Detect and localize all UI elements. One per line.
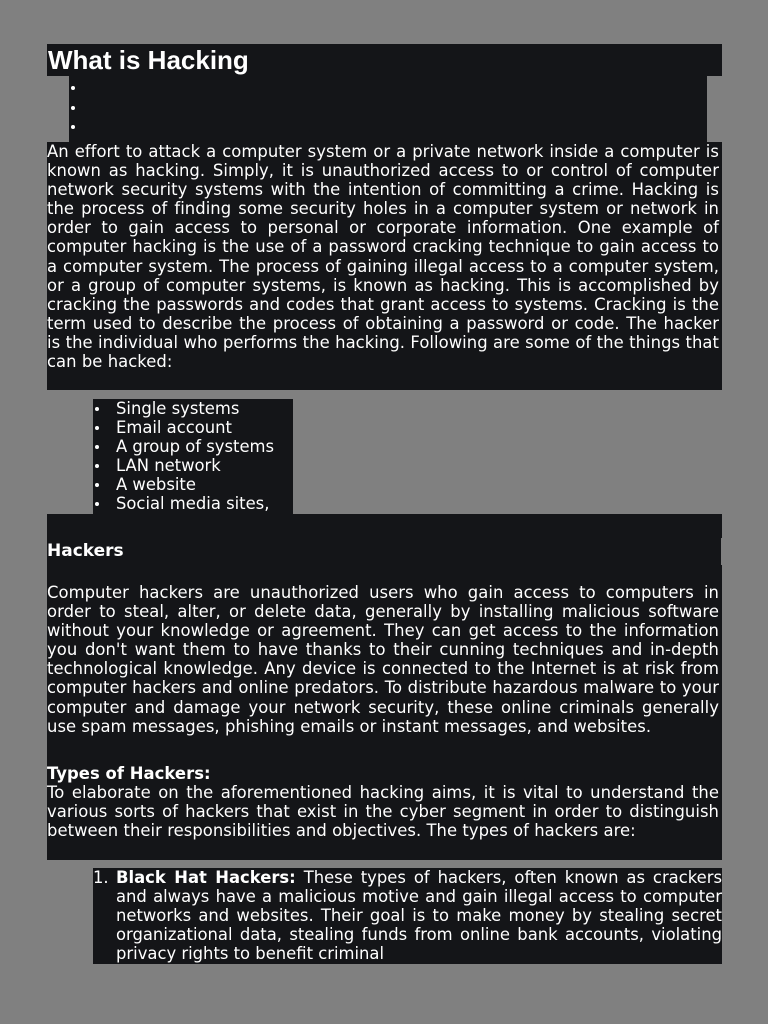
hackers-heading: Hackers — [47, 538, 721, 565]
types-heading: Types of Hackers: — [47, 764, 211, 783]
type-description: These types of hackers, often known as crackers and always have a malicious motive and gain illegal access to computer networks and websites. Their goal is to make money by stealing secret organizational data, stealing funds from online bank accounts, violating privacy rights to benefit criminal — [116, 868, 722, 964]
list-item — [93, 868, 722, 963]
list-item: LAN network — [93, 456, 293, 475]
type-name: Black Hat Hackers: — [116, 868, 296, 887]
list-item: A website — [93, 475, 293, 494]
bullet — [71, 86, 75, 90]
page-title: What is Hacking — [47, 44, 722, 76]
hackers-paragraph: Computer hackers are unauthorized users who gain access to computers in order to steal, alter, or delete data, generally by installing malicious software without your knowledge or agreement. They can get access to the information you don't want them to have thanks to their cunning techniques and in-depth technological knowledge. Any device is connected to the Internet is at risk from computer hackers and online predators. To distribute hazardous malware to your computer and damage your network security, these online criminals generally use spam messages, phishing emails or instant messages, and websites. — [47, 583, 719, 736]
list-item: Email account — [93, 418, 293, 437]
list-item: A group of systems — [93, 437, 293, 456]
bullet — [71, 106, 75, 110]
hackable-list — [93, 399, 293, 514]
section-gap — [47, 514, 722, 538]
intro-paragraph: An effort to attack a computer system or a private network inside a computer is known as hacking. Simply, it is unauthorized access to or control of computer network security systems with the intention of committing a crime. Hacking is the process of finding some security holes in a computer system or network in order to gain access to personal or corporate information. One example of computer hacking is the use of a password cracking technique to gain access to a computer system. The process of gaining illegal access to a computer system, or a group of computer systems, is known as hacking. This is accomplished by cracking the passwords and codes that grant access to systems. Cracking is the term used to describe the process of obtaining a password or code. The hacker is the individual who performs the hacking. Following are some of the things that can be hacked: — [47, 142, 719, 372]
list-item: Single systems — [93, 399, 293, 418]
hacker-types-list — [93, 868, 722, 964]
list-item: Social media sites, — [93, 494, 293, 532]
item-number: 1. — [93, 868, 109, 887]
types-paragraph: To elaborate on the aforementioned hacking aims, it is vital to understand the various sorts of hackers that exist in the cyber segment in order to distinguish between their responsibilities and objectives. The types of hackers are: — [47, 783, 719, 841]
empty-bullet-list — [69, 76, 707, 142]
bullet — [71, 125, 75, 129]
